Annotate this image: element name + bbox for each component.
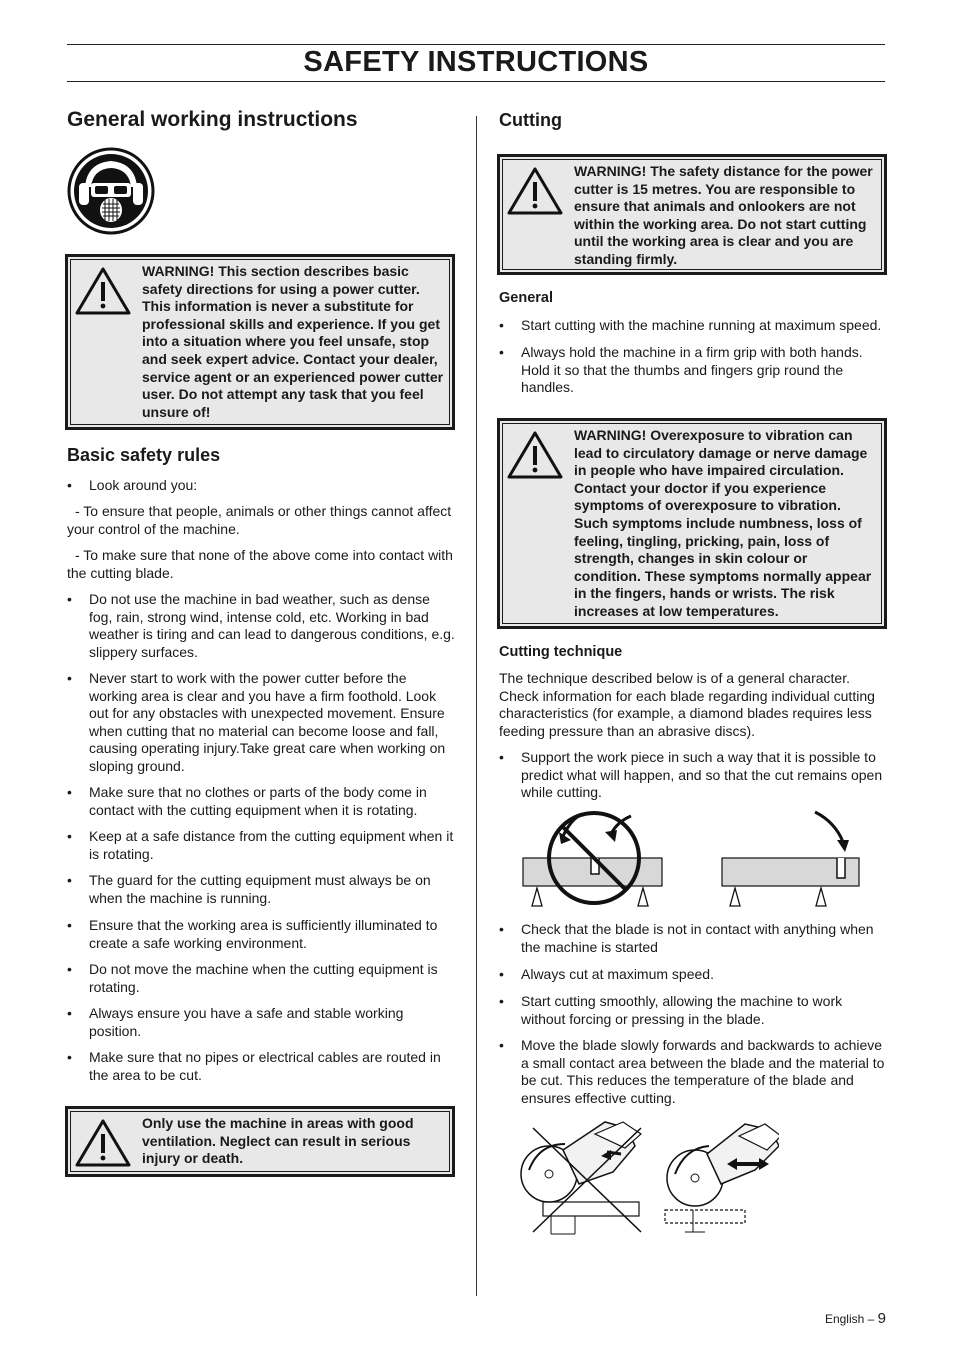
warning-triangle-icon — [74, 265, 132, 317]
list-item: • Check that the blade is not in contact with anything when the machine is started — [499, 921, 874, 955]
footer-language: English — [824, 1312, 865, 1326]
page-number: 9 — [877, 1310, 886, 1327]
list-item: • Start cutting smoothly, allowing the machine to work without forcing or pressing in the blade. — [499, 993, 843, 1027]
list-item: • Move the blade slowly forwards and backwards to achieve a small contact area between the blade and the material to be cut. This reduces the temperature of the blade and ensures effective cutting. — [499, 1037, 885, 1106]
list-item: • Do not use the machine in bad weather, such as dense fog, rain, strong wind, intense cold, etc. Working in bad weather is tiring and can lead to dangerous conditions, e.g. slippery surfaces. — [67, 591, 455, 660]
subheading-cutting-technique: Cutting technique — [499, 644, 623, 660]
list-item: • Always ensure you have a safe and stable working position. — [67, 1005, 404, 1039]
list-item: • Start cutting with the machine running at maximum speed. — [499, 317, 882, 333]
section-heading-cutting: Cutting — [499, 110, 562, 130]
footer-separator: – — [864, 1312, 878, 1326]
warning-text: Only use the machine in areas with good ventilation. Neglect can result in serious injury or death. — [142, 1115, 414, 1167]
list-item: • The guard for the cutting equipment must always be on when the machine is running. — [67, 872, 431, 906]
warning-box-ventilation — [65, 1106, 455, 1177]
list-item: • Never start to work with the power cutter before the working area is clear and you have a firm foothold. Look out for any obstacles with unexpected movement. Ensure when cutting that no material can become loose and fall, causing operating injury.Take great care when working on sloping ground. — [67, 670, 446, 774]
warning-text: WARNING! Overexposure to vibration can lead to circulatory damage or nerve damage in people who have impaired circulation. Contact your doctor if you experience symptoms of overexposure to vibration. Such symptoms include numbness, loss of feeling, tingling, pricking, pain, loss of strength, changes in skin colour or condition. These symptoms normally appear in the fingers, hands or wrists. The risk increases at low temperatures. — [574, 427, 872, 619]
page-footer — [825, 1310, 886, 1327]
paragraph: - To make sure that none of the above come into contact with the cutting blade. — [67, 547, 453, 581]
list-item: • Make sure that no pipes or electrical cables are routed in the area to be cut. — [67, 1049, 441, 1083]
list-item: • Do not move the machine when the cutting equipment is rotating. — [67, 961, 438, 995]
warning-box-vibration — [497, 418, 887, 629]
list-item: • Keep at a safe distance from the cutting equipment when it is rotating. — [67, 828, 454, 862]
title-bottom-rule — [67, 81, 885, 82]
section-heading-general: General working instructions — [67, 108, 358, 131]
paragraph: - To ensure that people, animals or other things cannot affect your control of the machine. — [67, 503, 452, 537]
list-item: • Make sure that no clothes or parts of the body come in contact with the cutting equipment when it is rotating. — [67, 784, 427, 818]
warning-triangle-icon — [506, 429, 564, 481]
list-item: • Look around you: — [67, 477, 198, 493]
warning-text: WARNING! This section describes basic safety directions for using a power cutter. This information is never a substitute for professional skills and experience. If you get into a situation where you feel unsafe, stop and seek expert advice. Contact your dealer, service agent or an experienced power cutter user. Do not attempt any task that you feel unsure of! — [142, 263, 444, 420]
warning-box-safety-distance — [497, 154, 887, 275]
warning-box-general — [65, 254, 455, 430]
page-title: SAFETY INSTRUCTIONS — [303, 46, 649, 78]
warning-triangle-icon — [74, 1117, 132, 1169]
list-item: • Always hold the machine in a firm grip with both hands. Hold it so that the thumbs and fingers grip round the handles. — [499, 344, 863, 396]
protective-equipment-icon — [67, 147, 155, 235]
column-divider — [476, 116, 477, 1296]
list-item: • Support the work piece in such a way that it is possible to predict what will happen, and so that the cut remains open while cutting. — [499, 749, 883, 801]
list-item: • Ensure that the working area is sufficiently illuminated to create a safe working environment. — [67, 917, 438, 951]
cutter-technique-illustration — [519, 1114, 779, 1238]
workpiece-support-illustration — [519, 806, 864, 914]
section-heading-basic-safety: Basic safety rules — [67, 445, 221, 465]
warning-triangle-icon — [506, 165, 564, 217]
warning-text: WARNING! The safety distance for the power cutter is 15 metres. You are responsible to ensure that animals and onlookers are not within the working area. Do not start cutting until the working area is clear and you are standing firmly. — [574, 163, 873, 267]
subheading-general: General — [499, 290, 553, 306]
list-item: • Always cut at maximum speed. — [499, 966, 714, 982]
paragraph: The technique described below is of a general character. Check information for each blade regarding individual cutting characteristics (for example, a diamond blades requires less feeding pressure than an abrasive discs). — [499, 670, 875, 739]
